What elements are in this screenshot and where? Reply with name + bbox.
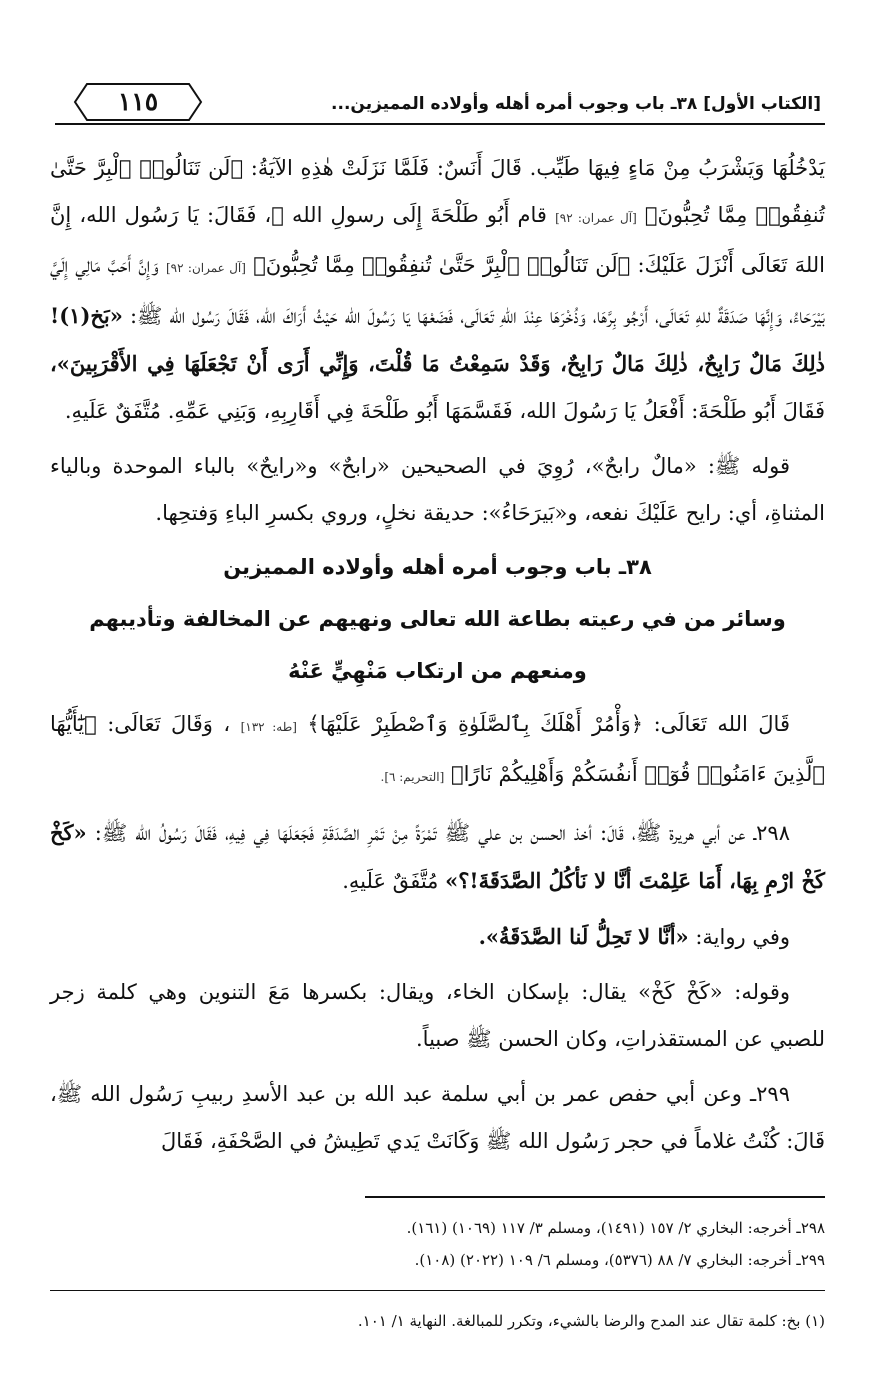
running-head: [الكتاب الأول] ٣٨ـ باب وجوب أمره أهله وأولاده المميزين... <box>331 94 821 114</box>
hadith-299: ٢٩٩ـ وعن أبي حفص عمر بن أبي سلمة عبد الله بن عبد الأسدِ ربيبِ رَسُول الله ﷺ، قَالَ: كُنْتُ غلاماً في حجر رَسُول الله ﷺ وَكَانَتْ يَدي تَطِيشُ في الصَّحْفَةِ، فَقَالَ <box>50 1082 825 1153</box>
prophet-quote: «كَخْ كَخْ ارْمِ بِهَا، أَمَا عَلِمْتَ أنَّا لا نَأكُلُ الصَّدَقَةَ!؟» <box>50 820 825 893</box>
quran-reference: [طه: ١٣٢] <box>240 720 297 734</box>
text-segment: مُتَّفَقٌ عَلَيهِ. <box>342 869 439 893</box>
prophet-quote: «بَخ(١)! ذٰلِكَ مَالٌ رَابِحٌ، ذٰلِكَ مَالٌ رَابِحٌ، وَقَدْ سَمِعْتُ مَا قُلْتَ، وَإِنِّي أَرَى أَنْ تَجْعَلَهَا فِي الأَقْرَبِينَ»، <box>50 303 825 376</box>
footnote-298: ٢٩٨ـ أخرجه: البخاري ٢/ ١٥٧ (١٤٩١)، ومسلم ٣/ ١١٧ (١٠٦٩) (١٦١). <box>406 1219 825 1237</box>
chapter-heading-line3: ومنعهم من ارتكاب مَنْهِيٍّ عَنْهُ <box>288 659 587 683</box>
text-segment: ، وَقَالَ تَعَالَى: ﴿يَٰٓأَيُّهَا ٱلَّذِينَ ءَامَنُوا۟ قُوٓا۟ أَنفُسَكُمْ وَأَهْلِيكُمْ نَارًا﴾ <box>50 712 825 786</box>
footnote-rule <box>50 1290 825 1291</box>
quran-reference: [التحريم: ٦]. <box>380 770 445 784</box>
paragraph-anas-hadith <box>50 145 825 435</box>
chapter-heading: ٣٨ـ باب وجوب أمره أهله وأولاده المميزين <box>223 555 652 579</box>
chapter-heading-line2: وسائر من في رعيته بطاعة الله تعالى ونهيهم عن المخالفة وتأديبهم <box>89 607 786 631</box>
page-number: ١١٥ <box>117 87 159 116</box>
prophet-quote: «أنَّا لا تَحِلُّ لَنا الصَّدَقَةُ». <box>478 924 689 949</box>
text-segment: وفي رواية: <box>695 925 790 949</box>
footnotes <box>50 1196 825 1337</box>
paragraph-verses <box>50 701 825 801</box>
text-segment: قام أَبُو طَلْحَةَ إِلَى رسولِ الله ﷺ، فَقَالَ: يَا رَسُول الله، إِنَّ اللهَ تَعَالَى أَنْزَلَ عَلَيْكَ: ﴿لَن تَنَالُوا۟ ٱلْبِرَّ حَتَّىٰ تُنفِقُوا۟ مِمَّا تُحِبُّونَ﴾ <box>50 203 826 277</box>
narration-variant <box>50 913 825 961</box>
page-body <box>50 145 825 1173</box>
hadith-298 <box>50 809 825 905</box>
text-segment: ٢٩٨ـ عن أبي هريرة ﷺ، قَالَ: أخذ الحسن بن علي ﷺ تَمْرَةً مِنْ تَمْرِ الصَّدَقَةِ فَجَعَلَهَا فِي فِيهِ، فَقَالَ رَسُولُ الله ﷺ: <box>94 821 790 845</box>
text-segment: وَإِنَّ أَحَبَّ مَالِي إِلَيَّ بَيْرَحَاءُ، وَإِنَّهَا صَدَقَةٌ للهِ تَعَالَى، أَرْجُو بِرَّهَا، وَذُخْرَهَا عِنْدَ اللهِ تَعَالَى، فَضَعْهَا يَا رَسُولَ الله حَيْثُ أَرَاكَ الله، فَقَالَ رَسُول الله ﷺ: <box>50 253 825 328</box>
footnote-1: (١) بخ: كلمة تقال عند المدح والرضا بالشيء، وتكرر للمبالغة. النهاية ١/ ١٠١. <box>357 1312 825 1330</box>
footnote-299: ٢٩٩ـ أخرجه: البخاري ٧/ ٨٨ (٥٣٧٦)، ومسلم ٦/ ١٠٩ (٢٠٢٢) (١٠٨). <box>414 1251 825 1269</box>
header-rule <box>55 123 825 125</box>
page-number-frame <box>73 82 203 122</box>
paragraph-commentary: قوله ﷺ: «مالٌ رابحٌ»، رُوِيَ في الصحيحين «رابحٌ» و«رايحٌ» بالباء الموحدة وبالياء المثناةِ، أي: رايح عَلَيْكَ نفعه، و«بَيرَحَاءُ»: حديقة نخلٍ، وروي بكسرِ الباءِ وَفتحِها. <box>50 454 825 525</box>
quran-reference: [آل عمران: ٩٢] <box>165 261 246 275</box>
text-segment: يَدْخُلُهَا وَيَشْرَبُ مِنْ مَاءٍ فِيهَا طَيِّب. قَالَ أَنَسٌ: فَلَمَّا نَزَلَتْ هٰذِهِ الآيَةُ: ﴿لَن تَنَالُوا۟ ٱلْبِرَّ حَتَّىٰ تُنفِقُوا۟ مِمَّا تُحِبُّونَ﴾ <box>50 156 825 227</box>
page-header <box>55 78 825 126</box>
paragraph-explanation: وقوله: «كَخْ كَخْ» يقال: بإسكان الخاء، ويقال: بكسرها مَعَ التنوين وهي كلمة زجر للصبي عن المستقذراتِ، وكان الحسن ﷺ صبياً. <box>50 980 825 1051</box>
text-segment: فَقَالَ أَبُو طَلْحَةَ: أَفْعَلُ يَا رَسُولَ الله، فَقَسَّمَهَا أَبُو طَلْحَةَ فِي أَقَارِبِهِ، وَبَنِي عَمِّهِ. مُتَّفَقٌ عَلَيهِ. <box>64 399 825 423</box>
quran-reference: [آل عمران: ٩٢] <box>555 211 637 225</box>
text-segment: قَالَ الله تَعَالَى: ﴿وَأْمُرْ أَهْلَكَ بِٱلصَّلَوٰةِ وَٱصْطَبِرْ عَلَيْهَا﴾ <box>307 712 790 736</box>
footnote-rule <box>365 1196 825 1198</box>
